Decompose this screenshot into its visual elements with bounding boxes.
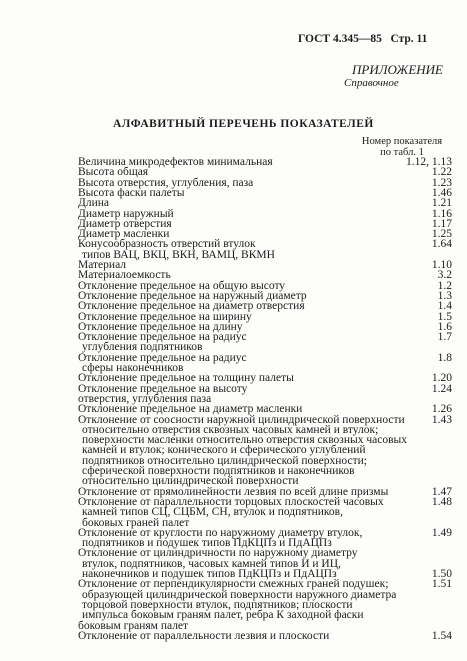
indicator-text: боковых граней палет	[82, 516, 190, 529]
indicator-text: Величина микродефектов минимальная	[78, 156, 273, 168]
indicator-text: Высота фаски палеты	[78, 186, 185, 199]
indicator-text: Отклонение от цилиндричности по наружному диаметру	[78, 547, 358, 560]
indicator-text: относительно цилиндрической поверхности	[82, 475, 299, 488]
indicator-text: торцовой поверхности втулок, подпятников; плоскости	[82, 598, 353, 611]
indicator-text: Длина	[78, 197, 109, 210]
indicator-number: 1.21	[431, 197, 452, 210]
indicator-text: Диаметр наружный	[78, 207, 174, 220]
indicator-text: углубления подпятников	[82, 341, 203, 354]
indicator-text: Высота общая	[78, 166, 149, 179]
indicator-text: Отклонение от параллельности лезвия и плоскости	[78, 629, 330, 642]
page-number: Стр. 11	[390, 33, 428, 45]
gost-header	[298, 33, 427, 45]
indicator-number: 1.50	[431, 568, 452, 580]
indicator-text: импульса боковым граням палет, ребра К заходной фаски	[82, 609, 364, 622]
indicator-number: 1.12, 1.13	[406, 156, 452, 168]
indicator-number: 1.26	[431, 403, 452, 416]
indicator-text: Диаметр масленки	[78, 228, 170, 241]
indicator-text: сферы наконечников	[82, 362, 184, 374]
indicator-text: Отклонение предельное на диаметр отверстия	[78, 300, 305, 313]
indicator-text: образующей цилиндрической поверхности наружного диаметра	[82, 588, 397, 601]
indicator-number: 1.8	[437, 351, 452, 364]
list-title: АЛФАВИТНЫЙ ПЕРЕЧЕНЬ ПОКАЗАТЕЛЕЙ	[113, 118, 374, 130]
indicator-text: Отклонение предельное на общую высоту	[78, 279, 286, 292]
appendix-title: ПРИЛОЖЕНИЕ	[352, 62, 443, 77]
indicator-text: Отклонение от параллельности торцовых плоскостей часовых	[78, 495, 384, 508]
indicator-text: боковым граням палет	[78, 619, 189, 632]
indicator-text: Отклонение предельное на радиус	[78, 331, 247, 344]
indicator-number: 1.2	[437, 279, 452, 292]
indicator-number: 1.51	[431, 578, 452, 591]
indicator-text: Отклонение предельное на толщину палеты	[78, 372, 294, 385]
column-header	[342, 136, 462, 158]
column-header-line: по табл. 1	[380, 147, 424, 158]
indicator-text: Отклонение предельное на наружный диаметр	[78, 289, 307, 302]
indicator-number: 1.20	[431, 372, 452, 385]
indicator-text: Отклонение предельное на высоту	[78, 382, 248, 395]
indicator-text: Диаметр отверстия	[78, 217, 172, 230]
indicator-text: Отклонение от круглости по наружному диаметру втулок,	[78, 526, 363, 539]
indicator-number: 1.10	[431, 259, 452, 271]
indicator-text: поверхности масленки относительно отверстия сквозных часовых	[82, 434, 407, 447]
indicator-text: Отклонение от прямолинейности лезвия по всей длине призмы	[78, 485, 389, 498]
indicator-number: 1.23	[431, 176, 452, 189]
indicator-number: 1.17	[431, 217, 452, 230]
indicator-text: отверстия, углубления паза	[78, 392, 212, 405]
appendix-subtitle: Справочное	[344, 77, 399, 89]
indicator-text: Материал	[78, 259, 127, 271]
indicator-number: 1.49	[431, 526, 452, 539]
indicator-text: типов ВАЦ, ВКЦ, ВКН, ВАМЦ, ВКМН	[82, 248, 275, 261]
indicator-text: подпятников и подушек типов ПдКЦПз и ПдАЦПз	[82, 537, 332, 550]
indicator-number: 1.25	[431, 228, 452, 241]
indicator-number: 3.2	[437, 269, 452, 282]
indicator-number: 1.46	[431, 186, 452, 199]
indicator-text: наконечников и подушек типов ПдКЦПз и ПдАЦПз	[82, 568, 337, 580]
indicator-text: сферической поверхности подпятников и наконечников	[82, 465, 355, 477]
indicator-number: 1.3	[437, 289, 452, 302]
indicator-number: 1.5	[437, 310, 452, 323]
indicator-number: 1.54	[431, 629, 452, 642]
indicator-number: 1.48	[431, 495, 452, 508]
standard-code: ГОСТ 4.345—85	[298, 33, 382, 45]
indicator-text: Конусообразность отверстий втулок	[78, 238, 256, 251]
indicator-text: Отклонение предельное на длину	[78, 320, 243, 333]
indicator-number: 1.7	[437, 331, 452, 344]
indicator-number: 1.16	[431, 207, 452, 220]
indicator-text: Отклонение от соосности наружной цилиндрической поверхности	[78, 413, 405, 426]
indicator-text: втулок, подпятников, часовых камней типов И и ИЦ,	[82, 557, 341, 570]
indicator-text: подпятников относительно цилиндрической поверхности;	[82, 454, 367, 467]
list-item-text	[78, 630, 329, 643]
indicator-number: 1.47	[431, 485, 452, 498]
indicator-text: относительно отверстия сквозных часовых камней и втулок;	[82, 423, 379, 436]
indicator-number: 1.22	[431, 166, 452, 179]
indicator-text: Высота отверстия, углубления, паза	[78, 176, 254, 189]
indicator-text: камней типов СЦ, СЦБМ, СН, втулок и подпятников,	[82, 506, 343, 519]
indicator-number: 1.43	[431, 413, 452, 426]
indicator-text: Отклонение предельное на ширину	[78, 310, 252, 323]
indicator-text: камней и втулок; конического и сферического углублений	[82, 444, 366, 457]
indicator-number: 1.6	[437, 320, 452, 333]
indicator-number: 1.64	[431, 238, 452, 251]
indicator-text: Материалоемкость	[78, 269, 171, 282]
indicator-number: 1.24	[431, 382, 452, 395]
indicator-text: Отклонение от перпендикулярности смежных граней подушек;	[78, 578, 389, 591]
indicator-number: 1.4	[437, 300, 452, 313]
column-header-line: Номер показателя	[361, 136, 443, 147]
indicator-text: Отклонение предельное на диаметр масленки	[78, 403, 303, 416]
indicator-text: Отклонение предельное на радиус	[78, 351, 247, 364]
